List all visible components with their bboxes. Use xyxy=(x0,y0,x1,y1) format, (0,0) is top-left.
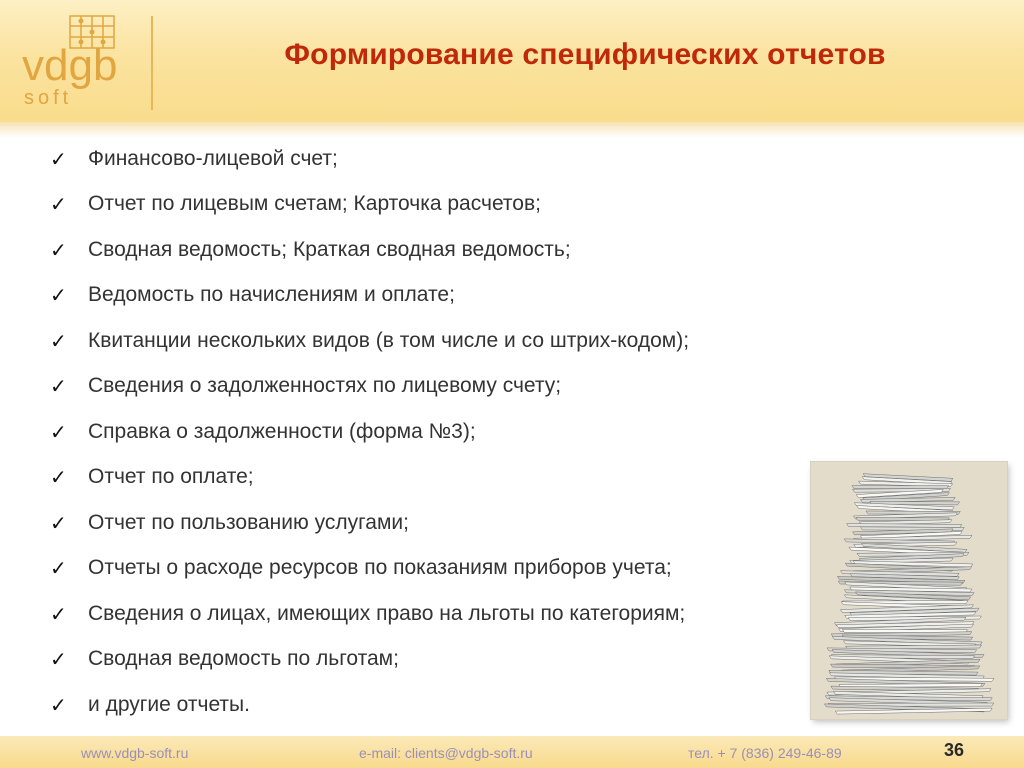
footer-bar xyxy=(0,736,1024,768)
list-item-text: Сводная ведомость по льготам; xyxy=(88,647,399,671)
check-icon: ✓ xyxy=(50,510,67,535)
check-icon: ✓ xyxy=(50,692,67,717)
logo-sub: soft xyxy=(24,87,73,109)
list-item xyxy=(50,637,689,683)
check-icon: ✓ xyxy=(50,328,67,353)
list-item xyxy=(50,409,689,455)
list-item xyxy=(50,591,689,637)
list-item-text: Ведомость по начислениям и оплате; xyxy=(88,283,455,307)
check-icon: ✓ xyxy=(50,419,67,444)
footer-email: e-mail: clients@vdgb-soft.ru xyxy=(359,745,533,761)
vdgb-logo xyxy=(22,14,152,110)
list-item-text: Сведения о задолженностях по лицевому счету; xyxy=(88,374,562,398)
check-icon: ✓ xyxy=(50,465,67,490)
list-item xyxy=(50,227,689,273)
check-icon: ✓ xyxy=(50,146,67,171)
paper-stack-photo xyxy=(811,462,1007,719)
check-icon: ✓ xyxy=(50,647,67,672)
logo-divider xyxy=(151,16,153,110)
footer-phone: тел. + 7 (836) 249-46-89 xyxy=(688,745,842,761)
slide-title: Формирование специфических отчетов xyxy=(284,38,886,71)
report-list xyxy=(50,136,689,728)
list-item-text: Отчет по лицевым счетам; Карточка расчетов; xyxy=(88,192,541,216)
list-item-text: Финансово-лицевой счет; xyxy=(88,146,338,170)
list-item xyxy=(50,136,689,182)
list-item xyxy=(50,318,689,364)
check-icon: ✓ xyxy=(50,556,67,581)
check-icon: ✓ xyxy=(50,374,67,399)
list-item xyxy=(50,182,689,228)
list-item xyxy=(50,364,689,410)
list-item-text: Квитанции нескольких видов (в том числе и со штрих-кодом); xyxy=(88,328,690,352)
list-item xyxy=(50,455,689,501)
check-icon: ✓ xyxy=(50,192,67,217)
list-item-text: Отчет по оплате; xyxy=(88,465,254,489)
logo-brand: vdgb xyxy=(22,41,118,90)
list-item xyxy=(50,546,689,592)
footer-website: www.vdgb-soft.ru xyxy=(81,745,189,761)
check-icon: ✓ xyxy=(50,237,67,262)
list-item-text: Отчет по пользованию услугами; xyxy=(88,510,409,534)
list-item-text: Сводная ведомость; Краткая сводная ведомость; xyxy=(88,237,571,261)
list-item xyxy=(50,682,689,728)
list-item-text: Сведения о лицах, имеющих право на льготы по категориям; xyxy=(88,601,686,625)
list-item-text: и другие отчеты. xyxy=(88,692,250,716)
check-icon: ✓ xyxy=(50,601,67,626)
list-item-text: Отчеты о расходе ресурсов по показаниям приборов учета; xyxy=(88,556,672,580)
page-number: 36 xyxy=(944,740,965,760)
list-item-text: Справка о задолженности (форма №3); xyxy=(88,419,476,443)
list-item xyxy=(50,500,689,546)
check-icon: ✓ xyxy=(50,283,67,308)
list-item xyxy=(50,273,689,319)
